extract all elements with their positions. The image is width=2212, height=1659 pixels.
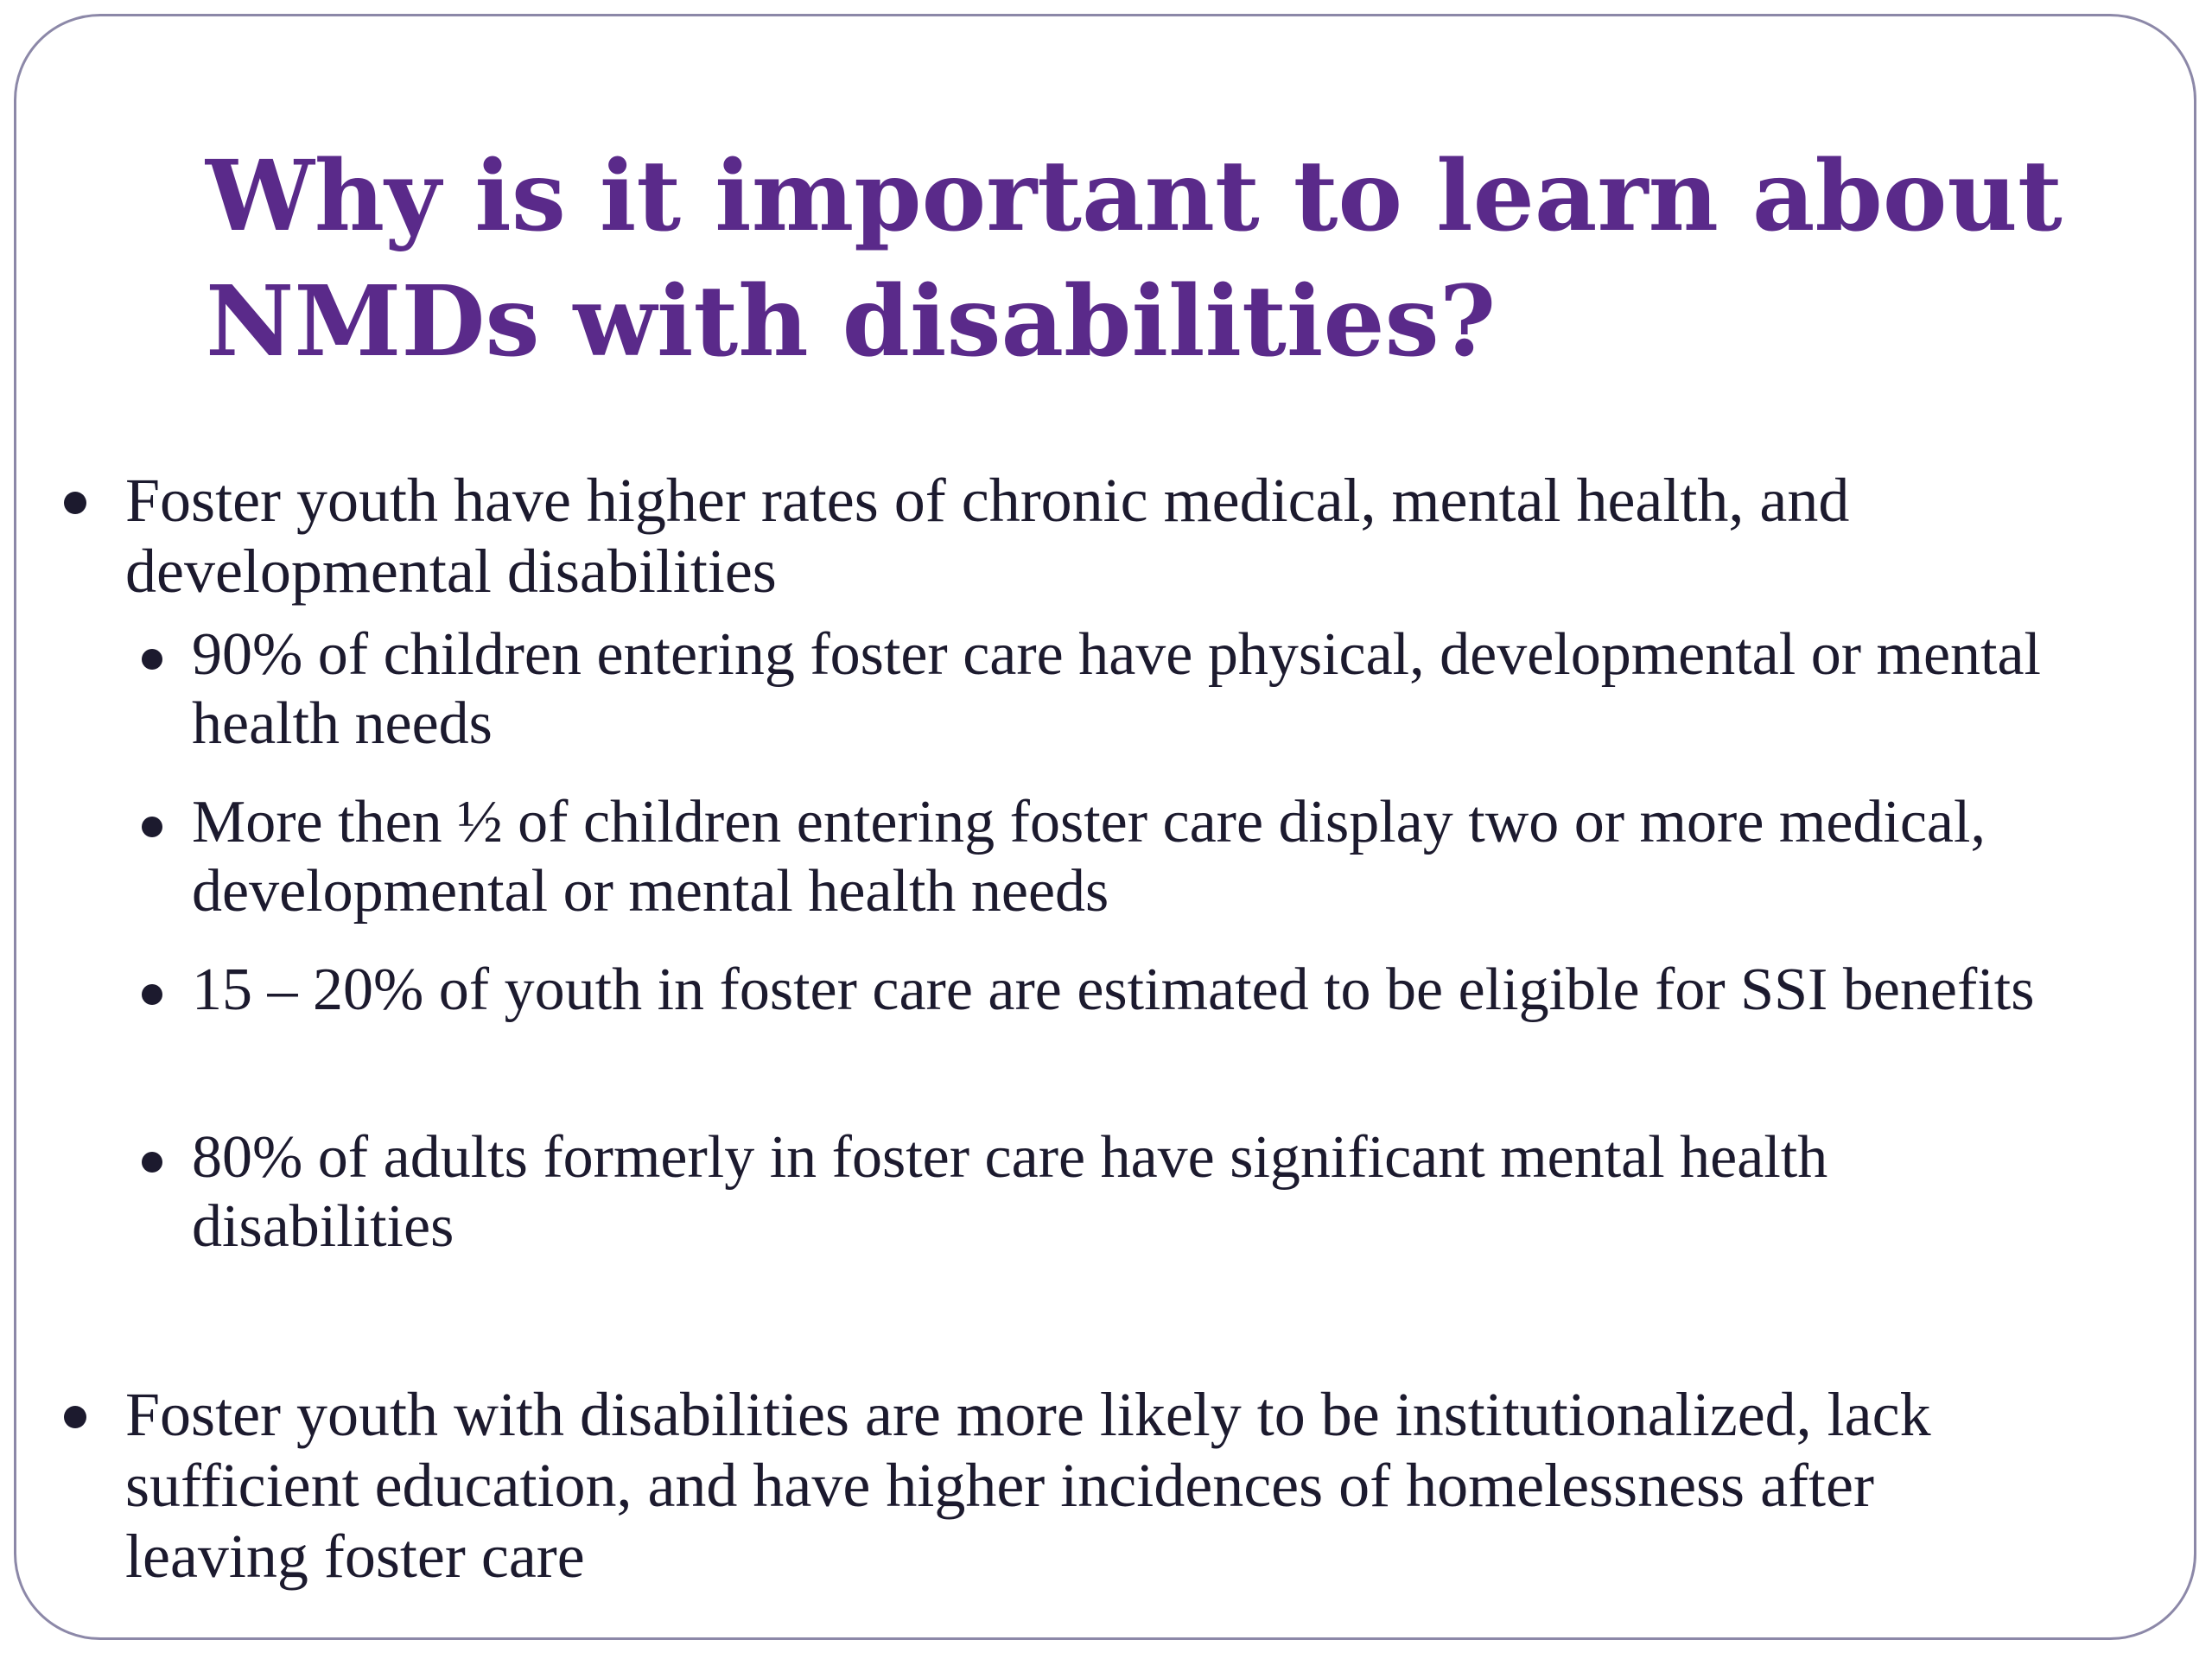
bullet-dot-icon xyxy=(64,492,86,514)
bullet-text: Foster youth with disabilities are more likely to be institutionalized, lack sufficient education, and have higher incidences of homelessness after leaving foster care xyxy=(125,1380,1931,1591)
bullet-text: More then ½ of children entering foster care display two or more medical, developmental or mental health needs xyxy=(192,789,1986,925)
slide-title: Why is it important to learn about NMDs with disabilities? xyxy=(206,140,2063,378)
bullet-dot-icon xyxy=(142,817,162,837)
bullet-dot-icon xyxy=(142,649,162,670)
bullet-text: 80% of adults formerly in foster care have significant mental health disabilities xyxy=(192,1124,1828,1260)
bullet-text: Foster youth have higher rates of chronic medical, mental health, and developmental disabilities xyxy=(125,466,1850,606)
bullet-text: 15 – 20% of youth in foster care are estimated to be eligible for SSI benefits xyxy=(192,957,2035,1023)
bullet-text: 90% of children entering foster care have physical, developmental or mental health needs xyxy=(192,621,2041,757)
bullet-dot-icon xyxy=(142,984,162,1005)
bullet-dot-icon xyxy=(64,1406,86,1428)
bullet-dot-icon xyxy=(142,1152,162,1173)
